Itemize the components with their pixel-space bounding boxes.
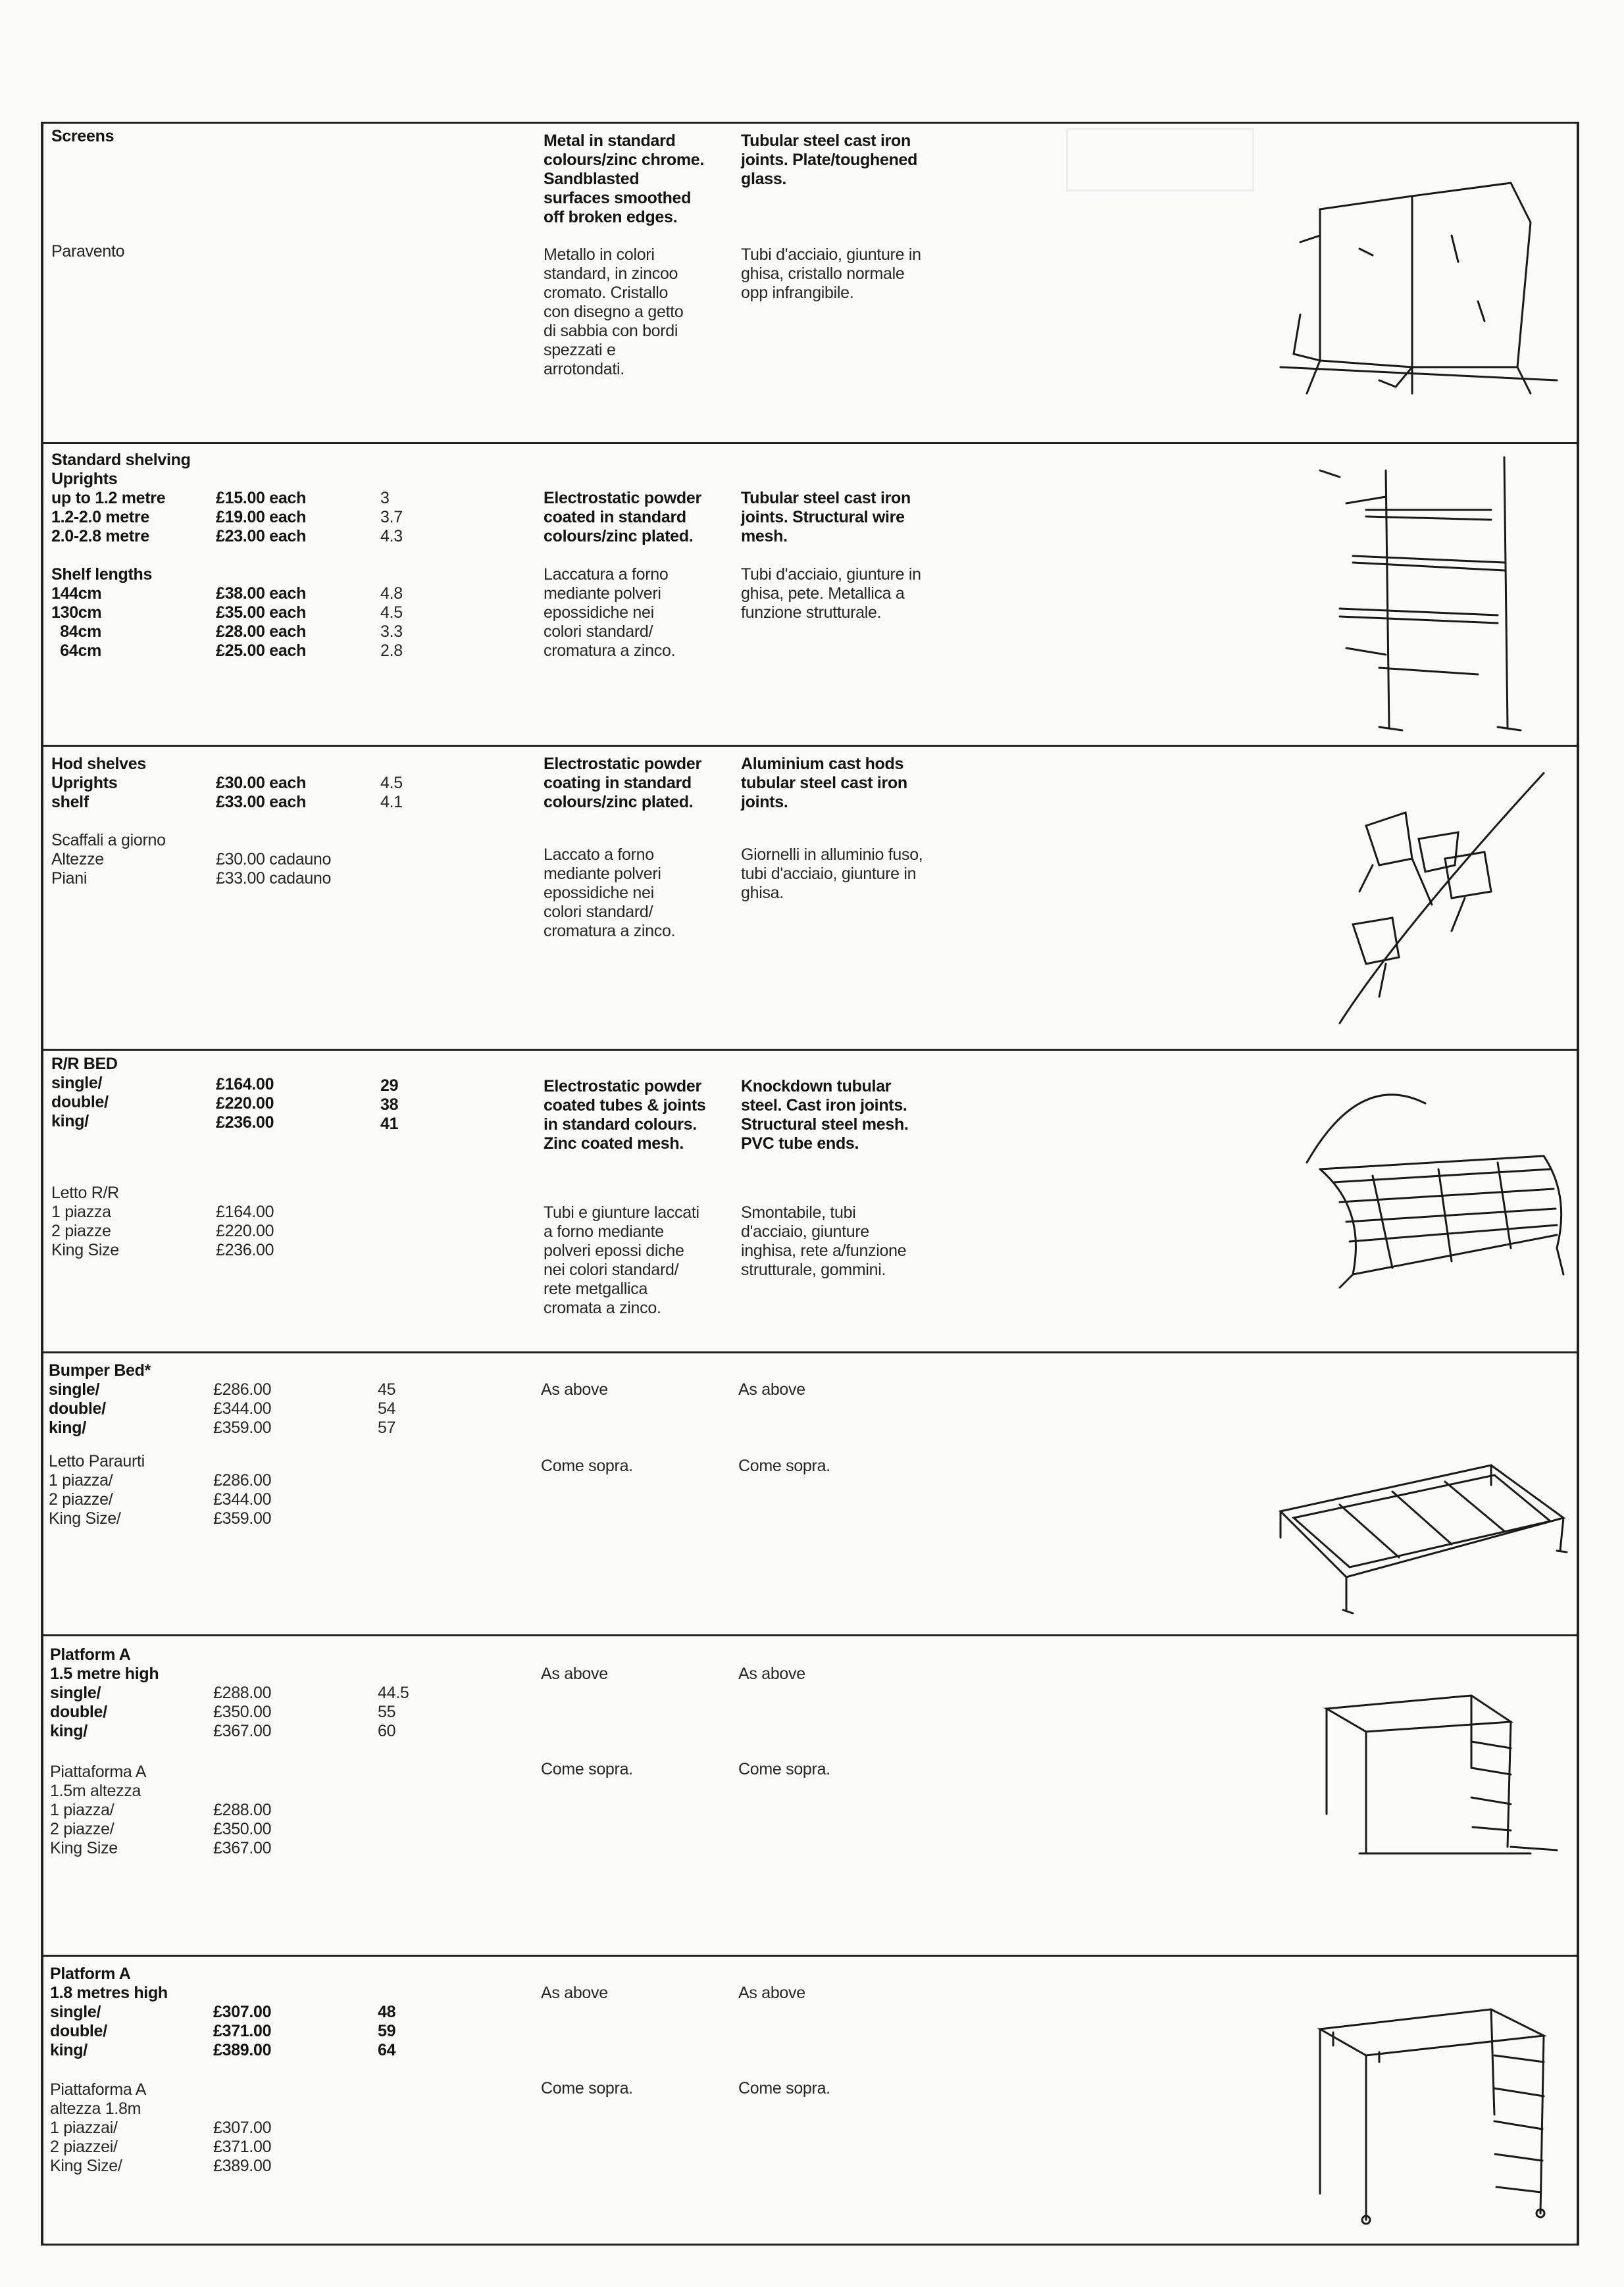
price-list: £288.00 £350.00 £367.00 [213,1684,272,1740]
material-en: Electrostatic powder coated tubes & joints in standard colours. Zinc coated mesh. [544,1077,706,1153]
product-name-it: Letto R/R 1 piazza 2 piazze King Size [51,1184,119,1259]
material-en: Electrostatic powder coating in standard colours/zinc plated. [544,755,701,811]
weight-list: 44.5 55 60 [378,1684,409,1740]
price-list-it: £307.00 £371.00 £389.00 [213,2119,272,2175]
product-name-it: Scaffali a giorno Altezze Piani [51,831,166,888]
section-rr-bed [43,1051,1577,1353]
product-name-en: Bumper Bed* single/ double/ king/ [49,1361,151,1437]
price-list: £164.00 £220.00 £236.00 [216,1075,274,1132]
price-list-it: £164.00 £220.00 £236.00 [216,1203,274,1259]
rr-bed-sketch-icon [1294,1077,1570,1297]
price-list: £30.00 each £33.00 each [216,774,307,811]
screen-sketch-icon [1281,170,1563,410]
material-it: Laccatura a forno mediante polveri epossidiche nei colori standard/ cromatura a zinco. [544,565,676,660]
weight-list: 29 38 41 [380,1076,399,1133]
construction-it: Come sopra. [738,2079,830,2098]
weight-list: 4.5 4.1 [380,774,403,811]
weight-list: 3 3.7 4.3 [380,489,403,545]
product-name-en: Platform A 1.5 metre high single/ double/ king/ [50,1646,159,1740]
construction-it: Come sopra. [738,1457,830,1475]
product-table [41,122,1579,2246]
construction-it: Tubi d'acciaio, giunture in ghisa, pete. Metallica a funzione strutturale. [741,565,921,622]
material-it: Metallo in colori standard, in zincoo cromato. Cristallo con disegno a getto di sabbia con bordi spezzati e arrotondati. [544,245,684,378]
product-name-en: R/R BED single/ double/ king/ [51,1055,118,1130]
construction-en: As above [738,1380,805,1399]
product-name-en: Screens [51,127,114,145]
product-name-it: Piattaforma A altezza 1.8m 1 piazzai/ 2 piazzei/ King Size/ [50,2080,147,2175]
construction-en: Tubular steel cast iron joints. Plate/toughened glass. [741,132,918,188]
section-standard-shelving [43,444,1577,747]
construction-en: Knockdown tubular steel. Cast iron joints. Structural steel mesh. PVC tube ends. [741,1077,909,1153]
hod-shelves-sketch-icon [1320,760,1583,1040]
product-name-en: Platform A 1.8 metres high single/ double/ king/ [50,1965,168,2059]
construction-en: As above [738,1665,805,1683]
weight-list: 4.8 4.5 3.3 2.8 [380,584,403,660]
section-platform-a-18 [43,1957,1577,2248]
section-bumper-bed [43,1353,1577,1636]
material-it: Tubi e giunture laccati a forno mediante polveri epossi diche nei colori standard/ rete metgallica cromata a zinco. [544,1203,699,1317]
material-it: Come sopra. [541,1760,633,1778]
weight-list: 48 59 64 [378,2003,396,2059]
product-name-it: Paravento [51,242,125,261]
price-list: £15.00 each £19.00 each £23.00 each [216,489,307,545]
price-list: £38.00 each £35.00 each £28.00 each £25.00 each [216,584,307,660]
section-platform-a-15 [43,1636,1577,1957]
construction-it: Giornelli in alluminio fuso, tubi d'acciaio, giunture in ghisa. [741,845,923,902]
material-it: Laccato a forno mediante polveri epossidiche nei colori standard/ cromatura a zinco. [544,845,676,940]
material-it: Come sopra. [541,1457,633,1475]
bumper-bed-sketch-icon [1267,1452,1570,1626]
construction-it: Come sopra. [738,1760,830,1778]
product-name-it: Piattaforma A 1.5m altezza 1 piazza/ 2 piazze/ King Size [50,1763,147,1857]
price-list-it: £288.00 £350.00 £367.00 [213,1801,272,1857]
product-name-en: Shelf lengths 144cm 130cm 84cm 64cm [51,565,153,660]
material-en: As above [541,1665,608,1683]
product-name-it: Letto Paraurti 1 piazza/ 2 piazze/ King Size/ [49,1452,145,1528]
material-en: As above [541,1984,608,2002]
construction-it: Smontabile, tubi d'acciaio, giunture inghisa, rete a/funzione strutturale, gommini. [741,1203,907,1279]
construction-it: Tubi d'acciaio, giunture in ghisa, cristallo normale opp infrangibile. [741,245,921,302]
price-list-it: £286.00 £344.00 £359.00 [213,1471,272,1528]
material-en: Metal in standard colours/zinc chrome. Sandblasted surfaces smoothed off broken edges. [544,132,705,226]
price-list: £307.00 £371.00 £389.00 [213,2003,272,2059]
material-en: Electrostatic powder coated in standard colours/zinc plated. [544,489,701,545]
construction-en: Tubular steel cast iron joints. Structural wire mesh. [741,489,911,545]
platform-a-15-sketch-icon [1320,1682,1570,1870]
material-en: As above [541,1380,608,1399]
section-hod-shelves [43,747,1577,1051]
weight-list: 45 54 57 [378,1380,396,1437]
construction-en: As above [738,1984,805,2002]
price-list-it: £30.00 cadauno £33.00 cadauno [216,850,332,888]
price-list: £286.00 £344.00 £359.00 [213,1380,272,1437]
construction-en: Aluminium cast hods tubular steel cast iron joints. [741,755,907,811]
shelving-sketch-icon [1281,451,1563,743]
section-screens [43,124,1577,444]
material-it: Come sopra. [541,2079,633,2098]
product-name-en: Standard shelving Uprights up to 1.2 metre 1.2-2.0 metre 2.0-2.8 metre [51,451,191,545]
platform-a-18-sketch-icon [1307,1983,1583,2236]
product-name-en: Hod shelves Uprights shelf [51,755,146,811]
